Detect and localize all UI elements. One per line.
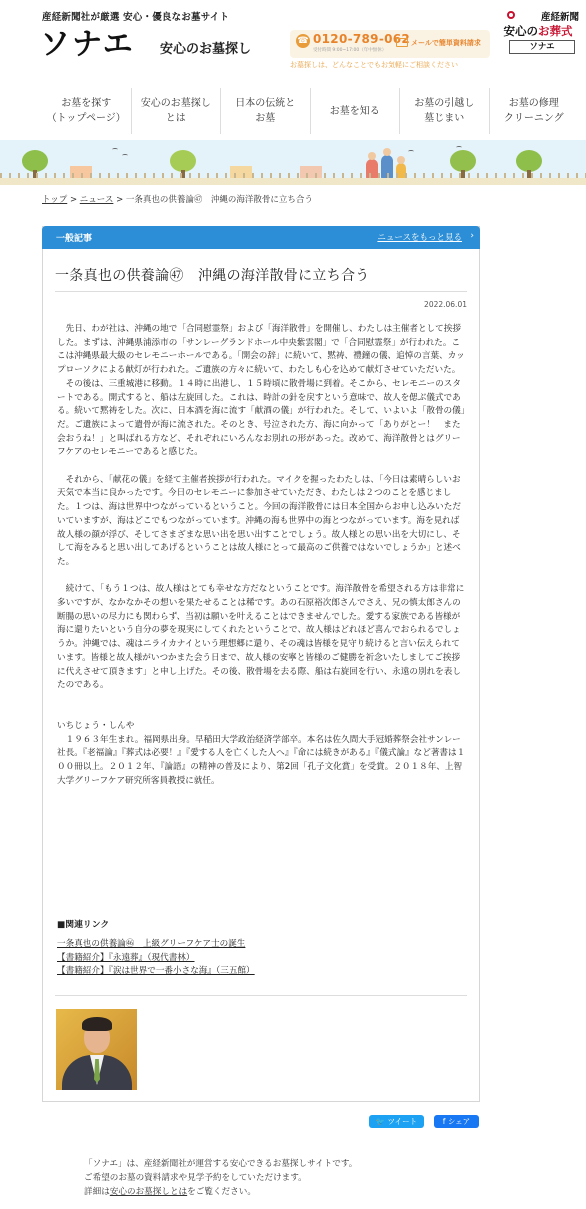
more-news-link[interactable]: ニュースをもっと見る — [377, 233, 462, 243]
nav-item-knowledge[interactable] — [310, 88, 400, 134]
breadcrumb-separator: > — [116, 195, 124, 205]
ground — [0, 178, 586, 185]
nav-item-relocation[interactable] — [399, 88, 489, 134]
town-illustration — [0, 140, 586, 185]
bird-icon — [122, 154, 128, 157]
facebook-share-label: シェア — [447, 1117, 471, 1126]
article-paragraph: それから、「献花の儀」を経て主催者挨拶が行われた。マイクを握ったわたしは、「今日は素晴らしいお天気で本当に良かったです。今日のセレモニーに参加させていただき、わたしは２つのことを感じました。１つは、海は世界中つながっているということ。今回の海洋散骨には日本全国からお申し込みいただいていますが、海はどこでもつながっています。沖縄の海も世界中の海とつながっています。海を見れば故人様の顔が浮び、そしてさまざまな思い出を思い出すことでしょう。故人様との思い出を大切にし、そして海をみると思い出してあげるということは故人様にとって最高のご供養ではないでしょうか」と述べた。 — [57, 474, 461, 567]
nav-item-top[interactable] — [42, 88, 131, 134]
partner-mid-highlight: お葬式 — [538, 24, 573, 38]
phone-hours: 受付時間 9:00~17:00（年中無休） — [313, 48, 387, 53]
related-links — [57, 938, 467, 979]
nav-item-tradition[interactable] — [220, 88, 310, 134]
article-body — [57, 323, 467, 788]
nav-item-repair[interactable] — [489, 88, 579, 134]
divider — [55, 995, 467, 996]
global-nav — [42, 88, 578, 134]
mail-request-link[interactable]: メールで簡単資料請求 — [411, 39, 481, 47]
article-category: 一般記事 — [56, 234, 93, 244]
author-name: いちじょう・しんや — [57, 720, 135, 731]
nav-line1: お墓の修理 — [508, 98, 559, 109]
site-logo-subtitle: 安心のお墓探し — [160, 42, 252, 57]
nav-line2: 墓じまい — [424, 113, 465, 124]
twitter-icon: 🐦 — [375, 1117, 386, 1126]
author-profile: １９６３年生まれ。福岡県出身。早稲田大学政治経済学部卒。本名は佐久間大手冠婚葬祭会社サンレー社長。『老福論』『葬式は必要！』『愛する人を亡くした人へ』『命には続きがある』『儀式論』など著書は１００冊以上。２０１２年、『論語』の精神の普及により、第2回「孔子文化賞」を受賞。２０１８年、上智大学グリーフケア研究所客員教授に就任。 — [57, 734, 466, 786]
site-tagline: 産経新聞社が厳選 安心・優良なお墓サイト — [42, 12, 230, 23]
related-link[interactable]: 【書籍紹介】『永遠葬』（現代書林） — [57, 952, 195, 963]
nav-line2: お墓 — [255, 113, 276, 124]
footer-line — [84, 1185, 504, 1199]
nav-line1: 安心のお墓探し — [140, 98, 211, 109]
related-link[interactable]: 一条真也の供養論㊻ 上級グリーフケア士の誕生 — [57, 939, 246, 949]
footer-text — [84, 1157, 504, 1199]
footer-about-link[interactable]: 安心のお墓探しとは — [109, 1187, 188, 1197]
chevron-right-icon: › — [470, 231, 474, 241]
nav-line1: お墓の引越し — [414, 98, 475, 109]
article-paragraph: 続けて、「もう１つは、故人様はとても幸せな方だなということです。海洋散骨を希望される方は非常に多いですが、なかなかその想いを果たせることは稀です。あの石原裕次郎さんでさえ、兄の慎太郎さんの断腸の思いの尽力にも関わらず、当初は願いを叶えることはできませんでした。愛する家族である皆様が海に還りたいという自分の夢を現実にしてくれたということで、故人様はどれほど喜んでおられるでしょうか。沖縄では、魂はニライカナイという理想郷に還り、その魂は皆様を見守り続けると言い伝えられています。皆様と故人様がいつかまた会う日まで、故人様の安寧と皆様のご健勝を祈念いたしましてご挨拶に代えさせて頂きます」と申し上げた。その後、散骨場を去る際、船は右旋回を行い、永遠の別れを表したのである。 — [57, 584, 465, 691]
phone-number[interactable]: 0120-789-062 — [313, 32, 411, 46]
mail-icon — [396, 38, 408, 47]
article-header-bar — [42, 226, 480, 249]
bird-icon — [456, 146, 462, 149]
partner-mid-prefix: 安心の — [503, 24, 538, 38]
nav-line2: （トップページ） — [46, 113, 126, 124]
header-note: お墓探しは、どんなことでもお気軽にご相談ください — [290, 61, 458, 69]
nav-line1: 日本の伝統と — [235, 98, 296, 109]
footer-line: 「ソナエ」は、産経新聞社が運営する安心できるお墓探しサイトです。 — [84, 1159, 358, 1169]
partner-top: 産経新聞 — [540, 12, 579, 23]
site-logo[interactable]: ソナエ — [40, 27, 135, 62]
bird-icon — [408, 150, 414, 153]
footer-line: ご希望のお墓の資料請求や見学予約をしていただけます。 — [84, 1173, 307, 1183]
article-paragraph: 先日、わが社は、沖縄の地で「合同慰霊祭」および「海洋散骨」を開催し、わたしは主催者として挨拶した。まずは、沖縄県浦添市の「サンレーグランドホール中央紫雲閣」で「合同慰霊祭」が行われた。ここは沖縄県最大級のセレモニーホールである。「開会の辞」に続いて、黙祷、禮鐘の儀、追悼の言葉、カップローソクによる献灯が行われた。ご遺族の方々に続いて、わたしも心を込めて献灯させていただいた。 — [57, 324, 465, 376]
bird-icon — [112, 148, 118, 151]
breadcrumb-top[interactable]: トップ — [42, 195, 68, 205]
footer-text-prefix: 詳細は — [84, 1187, 110, 1197]
nav-line2: クリーニング — [503, 113, 564, 124]
related-link[interactable]: 【書籍紹介】『涙は世界で一番小さな海』（三五館） — [57, 966, 255, 977]
nav-item-about[interactable] — [131, 88, 221, 134]
footer-text-suffix: をご覧ください。 — [187, 1187, 256, 1197]
breadcrumb-news[interactable]: ニュース — [79, 195, 114, 205]
facebook-share-button[interactable] — [434, 1115, 479, 1128]
article-card — [42, 226, 480, 1102]
facebook-icon: f — [442, 1117, 446, 1126]
breadcrumb-current: 一条真也の供養論㊼ 沖縄の海洋散骨に立ち合う — [125, 195, 313, 205]
twitter-share-button[interactable] — [369, 1115, 424, 1128]
article-date: 2022.06.01 — [424, 300, 467, 309]
twitter-share-label: ツイート — [387, 1117, 418, 1126]
nav-line1: お墓を知る — [329, 105, 380, 117]
nav-line2: とは — [165, 113, 186, 124]
partner-mid — [497, 23, 579, 39]
breadcrumb — [42, 193, 313, 205]
partner-logo[interactable] — [497, 9, 579, 57]
partner-bottom: ソナエ — [509, 40, 575, 54]
related-links-title: ■関連リンク — [57, 920, 110, 930]
divider — [55, 291, 467, 292]
author-photo — [56, 1009, 137, 1090]
site-header — [0, 0, 586, 86]
breadcrumb-separator: > — [69, 195, 78, 205]
nav-line1: お墓を探す — [61, 98, 112, 109]
article-paragraph: その後は、三重城港に移動。１４時に出港し、１５時頃に散骨場に到着。そこから、セレモニーのスタートである。開式すると、船は左旋回した。これは、時計の針を戻すという意味で、故人を偲ぶ儀式である。続いて黙祷をした。次に、日本酒を海に流す「献酒の儀」が行われた。そして、いよいよ「散骨の儀」だ。ご遺族によって遺骨が海に流された。そのとき、号泣された方、海に向かって「ありがとー！ また会おうね！」と叫ばれる方など、それぞれにいろんなお別れの形があった。改めて、海洋散骨とはグリーフケアのセレモニーであると感じた。 — [57, 378, 466, 458]
phone-icon: ☎ — [297, 36, 309, 46]
article-title: 一条真也の供養論㊼ 沖縄の海洋散骨に立ち合う — [55, 268, 370, 284]
